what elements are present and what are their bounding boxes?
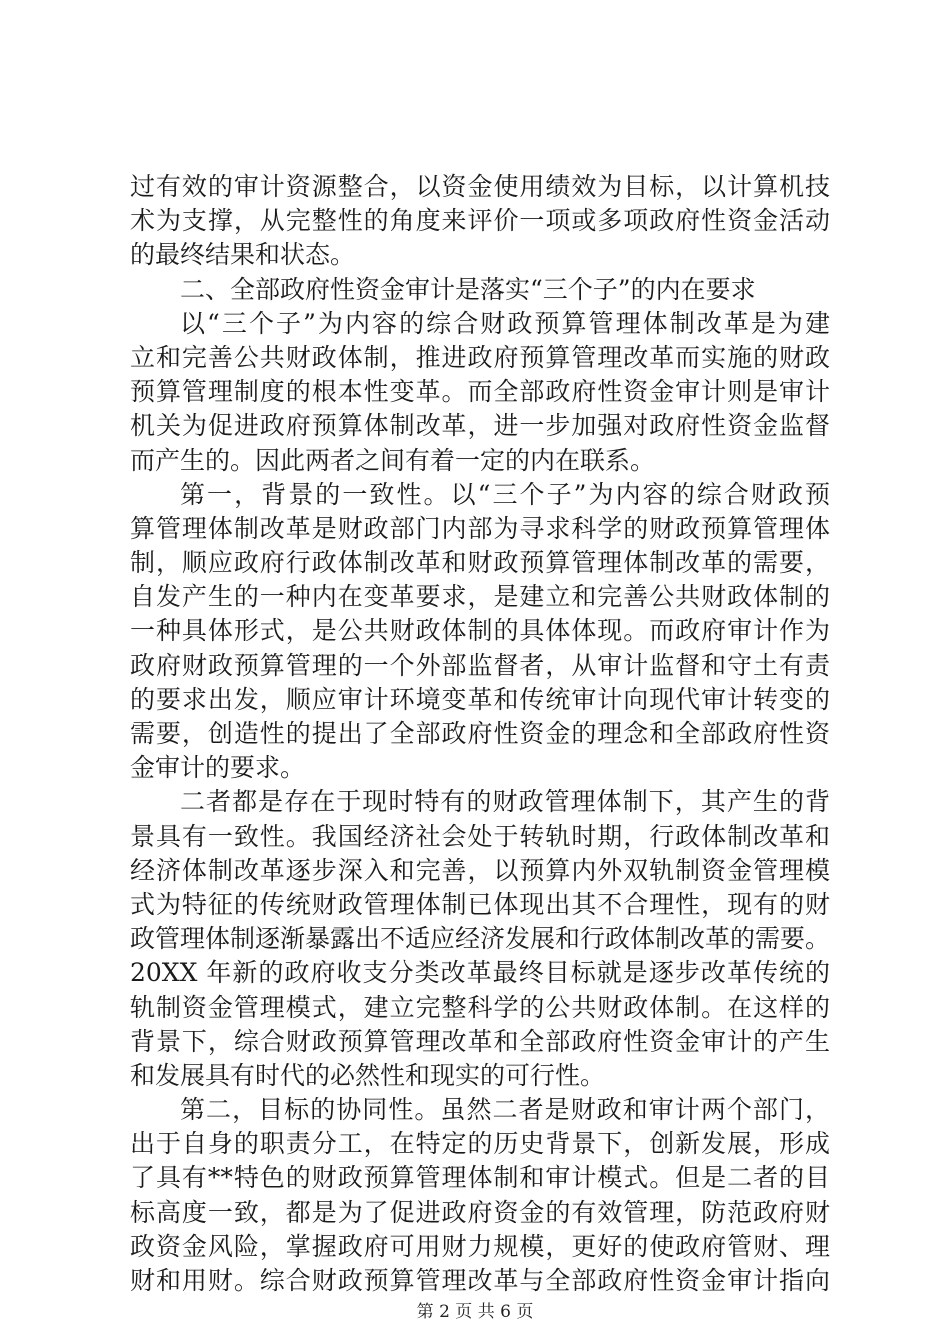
text-line: 需要，创造性的提出了全部政府性资金的理念和全部政府性资 xyxy=(130,719,830,748)
text-line: 政府财政预算管理的一个外部监督者，从审计监督和守土有责 xyxy=(130,650,830,680)
text-line: 政资金风险，掌握政府可用财力规模，更好的使政府管财、理 xyxy=(130,1231,830,1261)
text-line: 机关为促进政府预算体制改革，进一步加强对政府性资金监督 xyxy=(130,411,830,441)
text-line: 术为支撑，从完整性的角度来评价一项或多项政府性资金活动 xyxy=(130,206,830,236)
text-line: 20XX 年新的政府收支分类改革最终目标就是逐步改革传统的 xyxy=(130,958,830,988)
text-line: 立和完善公共财政体制，推进政府预算管理改革而实施的财政 xyxy=(130,342,830,372)
text-line: 经济体制改革逐步深入和完善，以预算内外双轨制资金管理模 xyxy=(130,855,830,885)
text-line: 财和用财。综合财政预算管理改革与全部政府性资金审计指向 xyxy=(130,1266,830,1295)
text-line: 预算管理制度的根本性变革。而全部政府性资金审计则是审计 xyxy=(130,377,830,407)
page-footer: 第 2 页 共 6 页 xyxy=(416,1302,534,1322)
text-line: 金审计的要求。 xyxy=(130,753,306,783)
text-line: 轨制资金管理模式，建立完整科学的公共财政体制。在这样的 xyxy=(130,992,830,1022)
text-line: 背景下，综合财政预算管理改革和全部政府性资金审计的产生 xyxy=(130,1026,830,1056)
text-line: 自发产生的一种内在变革要求，是建立和完善公共财政体制的 xyxy=(130,582,830,612)
text-line: 以“三个子”为内容的综合财政预算管理体制改革是为建 xyxy=(180,308,830,338)
text-line: 二、全部政府性资金审计是落实“三个子”的内在要求 xyxy=(180,274,756,304)
text-line: 了具有**特色的财政预算管理体制和审计模式。但是二者的目 xyxy=(130,1163,830,1193)
text-line: 的要求出发，顺应审计环境变革和传统审计向现代审计转变的 xyxy=(130,684,830,714)
text-line: 二者都是存在于现时特有的财政管理体制下，其产生的背 xyxy=(180,787,830,817)
text-line: 和发展具有时代的必然性和现实的可行性。 xyxy=(130,1060,606,1090)
text-line: 第二，目标的协同性。虽然二者是财政和审计两个部门， xyxy=(180,1095,830,1125)
text-line: 政管理体制逐渐暴露出不适应经济发展和行政体制改革的需要。 xyxy=(130,924,830,954)
text-line: 过有效的审计资源整合，以资金使用绩效为目标，以计算机技 xyxy=(130,172,830,201)
text-line: 的最终结果和状态。 xyxy=(130,240,356,270)
text-line: 算管理体制改革是财政部门内部为寻求科学的财政预算管理体 xyxy=(130,513,830,543)
body-text xyxy=(130,170,830,1298)
text-line: 式为特征的传统财政管理体制已体现出其不合理性，现有的财 xyxy=(130,889,830,919)
text-line: 一种具体形式，是公共财政体制的具体体现。而政府审计作为 xyxy=(130,616,830,646)
text-line: 而产生的。因此两者之间有着一定的内在联系。 xyxy=(130,445,656,475)
text-line: 标高度一致，都是为了促进政府资金的有效管理，防范政府财 xyxy=(130,1197,830,1227)
text-line: 第一，背景的一致性。以“三个子”为内容的综合财政预 xyxy=(180,479,830,509)
text-line: 出于自身的职责分工，在特定的历史背景下，创新发展，形成 xyxy=(130,1129,830,1159)
text-line: 制，顺应政府行政体制改革和财政预算管理体制改革的需要， xyxy=(130,548,830,578)
text-line: 景具有一致性。我国经济社会处于转轨时期，行政体制改革和 xyxy=(130,821,830,851)
